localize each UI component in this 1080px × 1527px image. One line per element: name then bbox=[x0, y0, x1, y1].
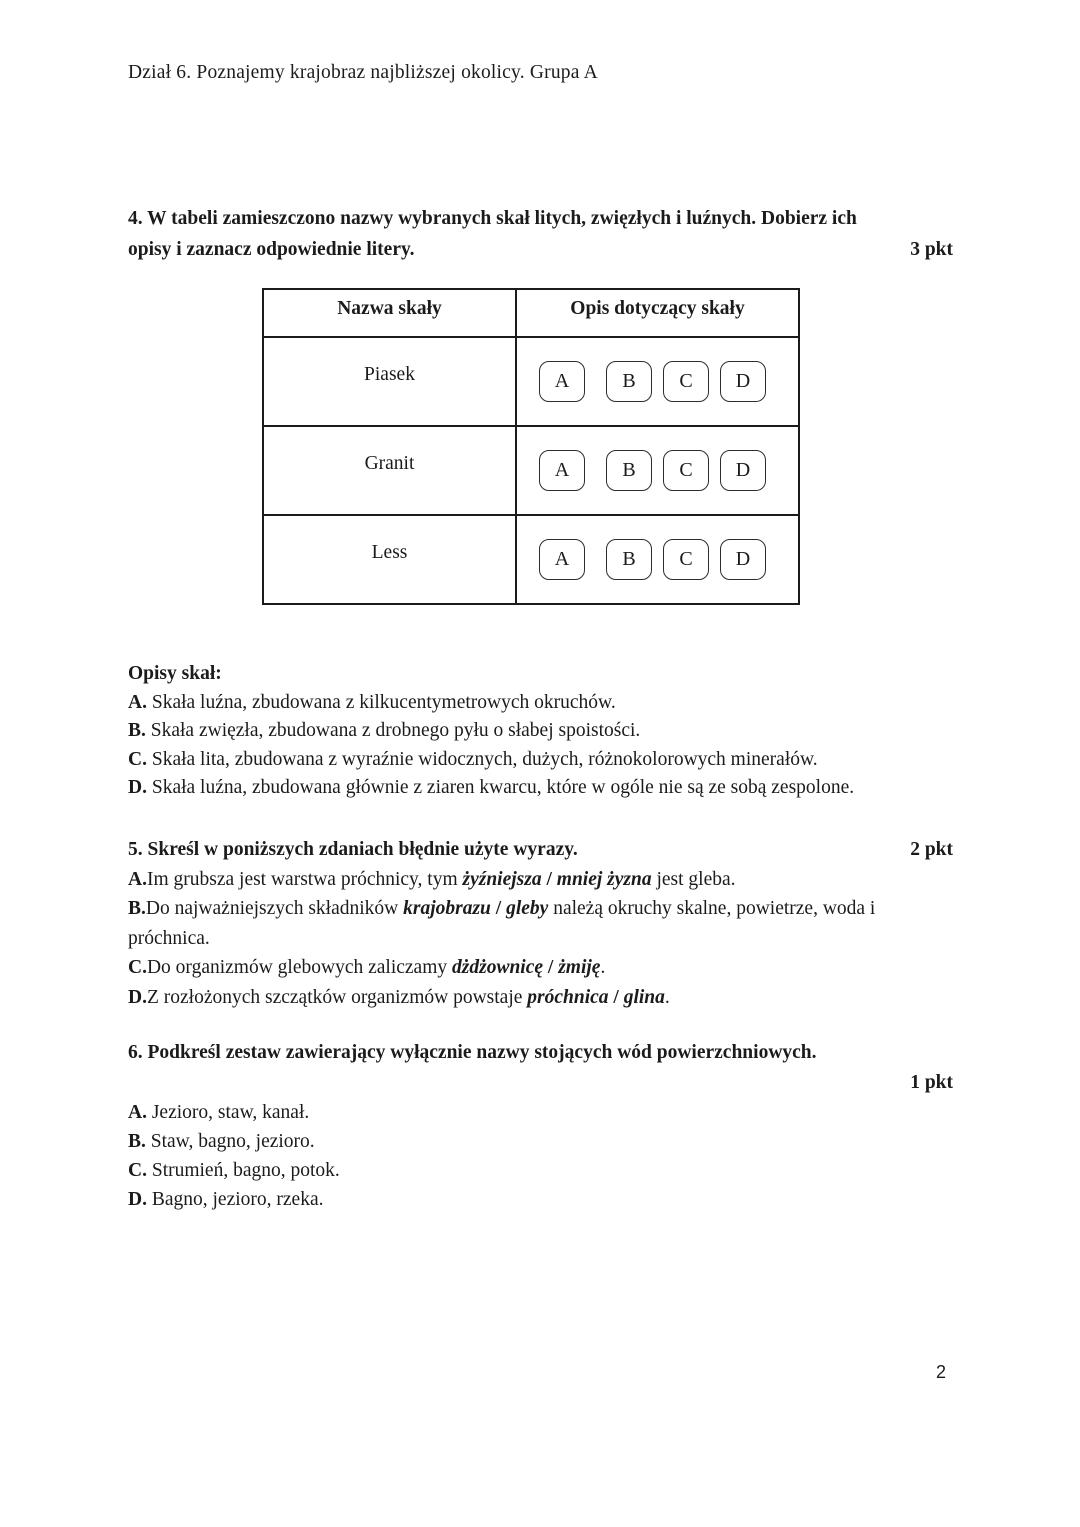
rock-table-header-description: Opis dotyczący skały bbox=[516, 289, 799, 337]
rock-description-a bbox=[128, 689, 988, 718]
item-alternative-1: dżdżownicę bbox=[452, 957, 544, 978]
question-4-heading bbox=[128, 203, 958, 265]
item-label: B. bbox=[128, 898, 146, 919]
option-text: Staw, bagno, jezioro. bbox=[150, 1131, 315, 1152]
description-text: Skała zwięzła, zbudowana z drobnego pyłu o słabej spoistości. bbox=[150, 720, 641, 741]
option-text: Jezioro, staw, kanał. bbox=[151, 1102, 310, 1123]
item-separator: / bbox=[543, 957, 559, 978]
item-separator: / bbox=[608, 986, 624, 1008]
question-5-item-c bbox=[128, 953, 928, 983]
item-label: C. bbox=[128, 957, 147, 978]
rock-options-cell bbox=[516, 426, 799, 515]
rock-table-header-row bbox=[263, 289, 799, 337]
question-4-heading-line1: 4. W tabeli zamieszczono nazwy wybranych skał litych, zwięzłych i luźnych. Dobierz ich bbox=[128, 208, 857, 229]
description-label: D. bbox=[128, 777, 147, 798]
question-6 bbox=[128, 1038, 958, 1214]
question-6-option-d bbox=[128, 1185, 958, 1214]
option-label: A. bbox=[128, 1102, 147, 1123]
question-6-options bbox=[128, 1098, 958, 1214]
question-5-heading-text: 5. Skreśl w poniższych zdaniach błędnie użyte wyrazy. bbox=[128, 839, 578, 860]
option-button-piasek-d[interactable]: D bbox=[720, 361, 766, 402]
option-button-granit-c[interactable]: C bbox=[663, 450, 709, 491]
item-alternative-1: próchnica bbox=[527, 986, 609, 1008]
page-number: 2 bbox=[936, 1362, 947, 1382]
rock-descriptions-title: Opisy skał: bbox=[128, 663, 222, 684]
description-label: A. bbox=[128, 691, 147, 713]
item-post: . bbox=[664, 986, 670, 1008]
item-post: należą okruchy skalne, powietrze, woda i próchnica. bbox=[128, 898, 876, 949]
option-button-less-c[interactable]: C bbox=[663, 539, 709, 580]
option-row bbox=[517, 450, 798, 491]
option-button-less-d[interactable]: D bbox=[720, 539, 766, 580]
description-text: Skała luźna, zbudowana z kilkucentymetrowych okruchów. bbox=[151, 691, 616, 713]
option-button-granit-d[interactable]: D bbox=[720, 450, 766, 491]
question-4-heading-line2: opisy i zaznacz odpowiednie litery. bbox=[128, 239, 415, 260]
option-text: Bagno, jezioro, rzeka. bbox=[151, 1189, 324, 1210]
item-separator: / bbox=[541, 868, 557, 890]
item-alternative-1: krajobrazu bbox=[403, 898, 491, 919]
item-label: A. bbox=[128, 868, 147, 890]
table-row bbox=[263, 426, 799, 515]
item-alternative-1: żyźniejsza bbox=[462, 868, 542, 890]
rock-description-d bbox=[128, 774, 988, 803]
question-6-option-b bbox=[128, 1127, 958, 1156]
item-pre: Do najważniejszych składników bbox=[145, 898, 404, 919]
item-alternative-2: mniej żyzna bbox=[556, 868, 652, 890]
item-label: D. bbox=[128, 986, 147, 1008]
rock-options-cell bbox=[516, 515, 799, 604]
question-6-points: 1 pkt bbox=[910, 1072, 953, 1093]
table-row bbox=[263, 515, 799, 604]
item-pre: Im grubsza jest warstwa próchnicy, tym bbox=[146, 868, 463, 890]
question-5-points: 2 pkt bbox=[910, 839, 953, 860]
rock-description-b bbox=[128, 717, 988, 746]
item-alternative-2: glina bbox=[623, 986, 665, 1008]
item-alternative-2: gleby bbox=[506, 898, 549, 919]
rock-name-less: Less bbox=[263, 515, 516, 604]
question-5-item-b bbox=[128, 894, 928, 953]
option-label: C. bbox=[128, 1160, 147, 1181]
description-label: B. bbox=[128, 720, 146, 741]
option-button-less-a[interactable]: A bbox=[539, 539, 585, 580]
description-text: Skała luźna, zbudowana głównie z ziaren kwarcu, które w ogóle nie są ze sobą zespolone. bbox=[151, 777, 855, 798]
item-pre: Z rozłożonych szczątków organizmów powstaje bbox=[146, 986, 528, 1008]
question-5 bbox=[128, 835, 958, 1012]
option-button-piasek-a[interactable]: A bbox=[539, 361, 585, 402]
item-post: jest gleba. bbox=[651, 868, 736, 890]
question-5-item-d bbox=[128, 983, 928, 1013]
description-text: Skała lita, zbudowana z wyraźnie widocznych, dużych, różnokolorowych minerałów. bbox=[151, 748, 818, 770]
rock-name-piasek: Piasek bbox=[263, 337, 516, 426]
question-5-heading bbox=[128, 835, 958, 865]
description-label: C. bbox=[128, 748, 147, 770]
question-5-item-a bbox=[128, 865, 928, 895]
rock-description-c bbox=[128, 746, 988, 775]
question-6-option-a bbox=[128, 1098, 958, 1127]
rock-table bbox=[262, 288, 800, 605]
item-post: . bbox=[600, 957, 606, 978]
question-6-option-c bbox=[128, 1156, 958, 1185]
rock-options-cell bbox=[516, 337, 799, 426]
document-header: Dział 6. Poznajemy krajobraz najbliższej okolicy. Grupa A bbox=[128, 62, 598, 83]
rock-table-header-name: Nazwa skały bbox=[263, 289, 516, 337]
option-label: D. bbox=[128, 1189, 147, 1210]
option-button-less-b[interactable]: B bbox=[606, 539, 652, 580]
option-button-granit-b[interactable]: B bbox=[606, 450, 652, 491]
item-separator: / bbox=[490, 898, 507, 919]
option-button-piasek-b[interactable]: B bbox=[606, 361, 652, 402]
option-row bbox=[517, 361, 798, 402]
rock-descriptions bbox=[128, 660, 988, 803]
option-row bbox=[517, 539, 798, 580]
table-row bbox=[263, 337, 799, 426]
item-alternative-2: żmiję bbox=[558, 957, 601, 978]
option-text: Strumień, bagno, potok. bbox=[151, 1160, 340, 1181]
item-pre: Do organizmów glebowych zaliczamy bbox=[146, 957, 453, 978]
option-label: B. bbox=[128, 1131, 146, 1152]
option-button-piasek-c[interactable]: C bbox=[663, 361, 709, 402]
question-4-points: 3 pkt bbox=[910, 239, 953, 260]
option-button-granit-a[interactable]: A bbox=[539, 450, 585, 491]
rock-name-granit: Granit bbox=[263, 426, 516, 515]
question-6-heading: 6. Podkreśl zestaw zawierający wyłącznie nazwy stojących wód powierzchniowych. bbox=[128, 1042, 817, 1063]
